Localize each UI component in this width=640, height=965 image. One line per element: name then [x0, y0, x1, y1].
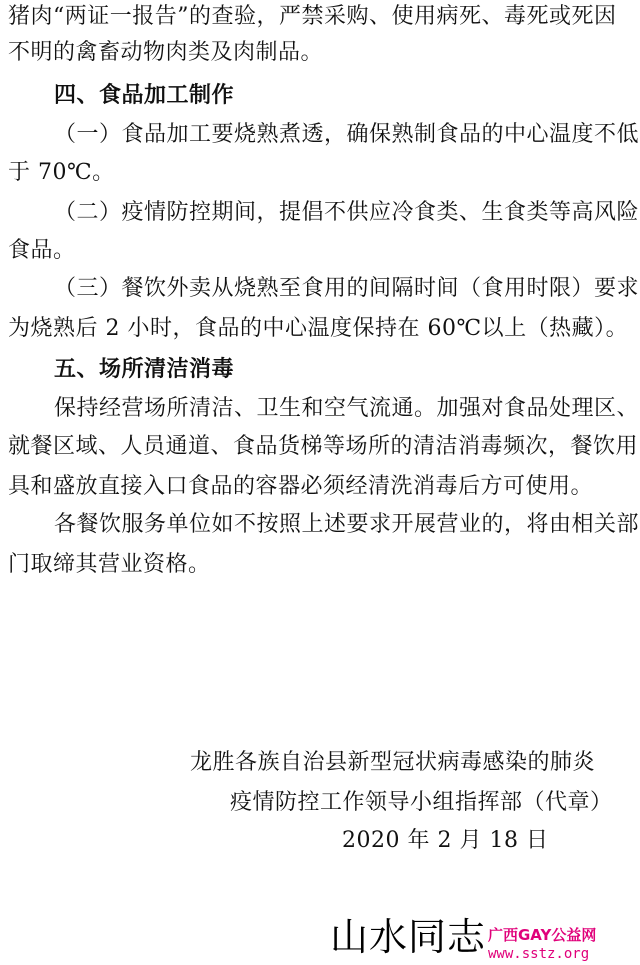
paragraph-line: 保持经营场所清洁、卫生和空气流通。加强对食品处理区、 [54, 396, 640, 421]
watermark-brand: 山水同志 [330, 915, 487, 959]
section-heading-4: 四、食品加工制作 [54, 82, 235, 108]
paragraph-line: （二）疫情防控期间，提倡不供应冷食类、生食类等高风险 [54, 200, 640, 225]
section-heading-5: 五、场所清洁消毒 [54, 356, 235, 382]
paragraph-line: 食品。 [8, 238, 76, 263]
paragraph-line: 各餐饮服务单位如不按照上述要求开展营业的，将由相关部 [54, 512, 640, 537]
paragraph-line: 就餐区域、人员通道、食品货梯等场所的清洁消毒频次，餐饮用 [8, 434, 639, 459]
paragraph-line: 门取缔其营业资格。 [8, 552, 211, 577]
paragraph-line: 具和盛放直接入口食品的容器必须经清洗消毒后方可使用。 [8, 474, 594, 499]
paragraph-line: 于 70℃。 [8, 160, 115, 185]
signature-date: 2020 年 2 月 18 日 [342, 828, 549, 853]
paragraph-line: 为烧熟后 2 小时，食品的中心温度保持在 60℃以上（热藏）。 [8, 316, 629, 341]
watermark-site-url: www.sstz.org [488, 946, 590, 962]
paragraph-line: 不明的禽畜动物肉类及肉制品。 [8, 40, 324, 65]
watermark-site-name: 广西GAY公益网 [488, 926, 597, 944]
paragraph-line: （一）食品加工要烧熟煮透，确保熟制食品的中心温度不低 [54, 122, 640, 147]
paragraph-line: 猪肉“两证一报告”的查验，严禁采购、使用病死、毒死或死因 [8, 4, 617, 29]
paragraph-line: （三）餐饮外卖从烧熟至食用的间隔时间（食用时限）要求 [54, 276, 640, 301]
signature-org-line2: 疫情防控工作领导小组指挥部（代章） [230, 790, 613, 815]
signature-org-line1: 龙胜各族自治县新型冠状病毒感染的肺炎 [190, 750, 596, 775]
